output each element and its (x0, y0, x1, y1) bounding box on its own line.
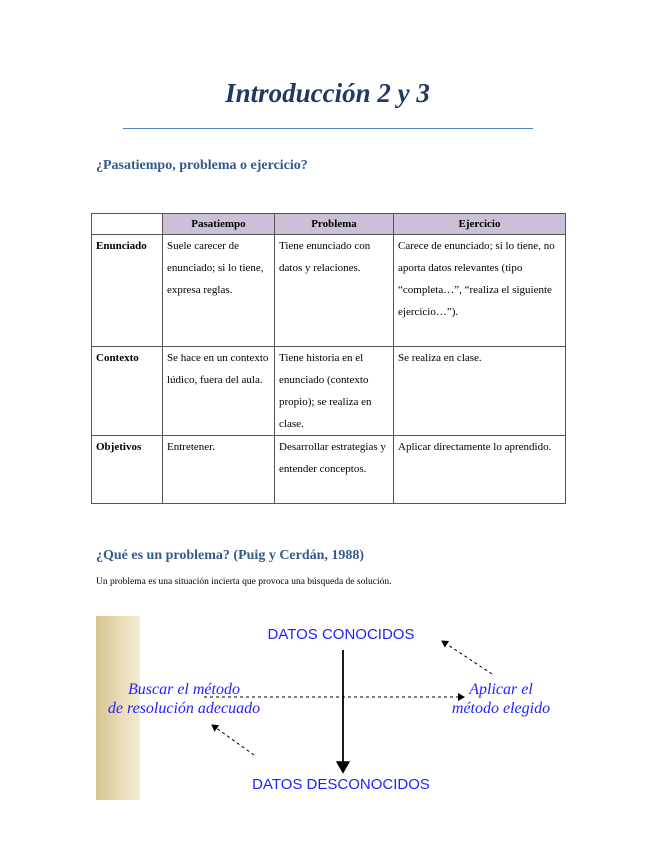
problem-diagram (96, 616, 566, 806)
comparison-table (91, 213, 566, 504)
definition-text: Un problema es una situación incierta que provoca una búsqueda de solución. (96, 577, 392, 587)
table-header-cell: Problema (275, 214, 394, 235)
table-header-cell (92, 214, 163, 235)
table-header-cell: Pasatiempo (163, 214, 275, 235)
table-row (92, 347, 566, 436)
known-data-label: DATOS CONOCIDOS (267, 626, 415, 643)
search-method-line: de resolución adecuado (107, 700, 261, 717)
apply-method-line: Aplicar el (469, 681, 533, 698)
row-label: Contexto (92, 347, 163, 436)
apply-method-label (440, 680, 562, 718)
diagonal-dashed-arrow-bottom (212, 725, 254, 755)
page-title: Introducción 2 y 3 (225, 78, 430, 108)
row-label: Objetivos (92, 436, 163, 504)
table-header-cell: Ejercicio (394, 214, 566, 235)
search-method-label (96, 680, 272, 718)
table-cell: Suele carecer de enunciado; si lo tiene, expresa reglas. (163, 235, 275, 347)
apply-method-line: método elegido (451, 700, 551, 717)
table-cell: Aplicar directamente lo aprendido. (394, 436, 566, 504)
table-cell: Carece de enunciado; si lo tiene, no aporta datos relevantes (tipo “completa…”, “realiza el siguiente ejercicio…”). (394, 235, 566, 347)
table-row (92, 436, 566, 504)
title-divider (123, 128, 533, 129)
diagonal-dashed-arrow-top (442, 641, 492, 674)
table-cell: Se hace en un contexto lúdico, fuera del aula. (163, 347, 275, 436)
table-cell: Tiene historia en el enunciado (contexto propio); se realiza en clase. (275, 347, 394, 436)
section-heading-comparison: ¿Pasatiempo, problema o ejercicio? (96, 158, 308, 173)
table-row (92, 235, 566, 347)
search-method-line: Buscar el método (128, 681, 240, 698)
section-heading-definition: ¿Qué es un problema? (Puig y Cerdán, 1988) (96, 548, 365, 563)
table-cell: Se realiza en clase. (394, 347, 566, 436)
unknown-data-label: DATOS DESCONOCIDOS (252, 776, 430, 793)
table-cell: Desarrollar estrategias y entender conceptos. (275, 436, 394, 504)
table-cell: Entretener. (163, 436, 275, 504)
table-header-row (92, 214, 566, 235)
table-cell: Tiene enunciado con datos y relaciones. (275, 235, 394, 347)
row-label: Enunciado (92, 235, 163, 347)
